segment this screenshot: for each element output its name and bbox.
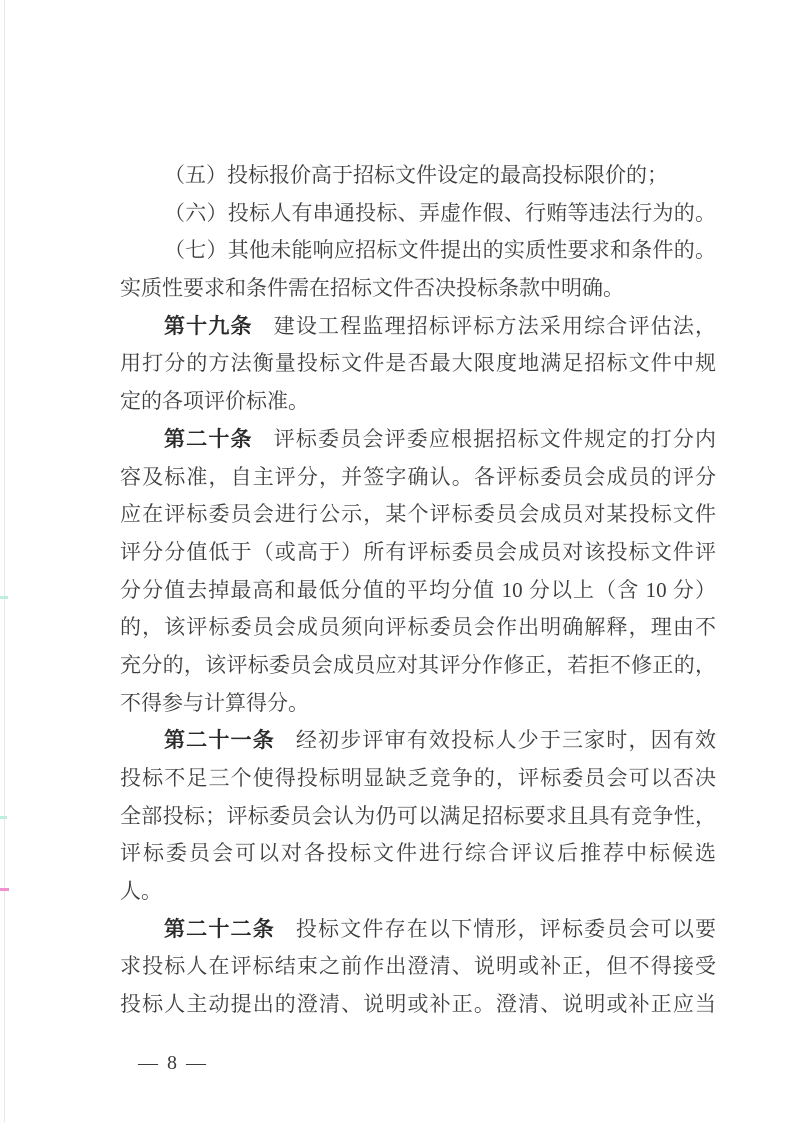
page-number: — 8 — xyxy=(138,1052,208,1074)
article-number: 第二十条 xyxy=(164,426,253,451)
scan-artifact-teal xyxy=(0,596,8,599)
text-line: （六）投标人有串通投标、弄虚作假、行贿等违法行为的。 xyxy=(164,200,716,225)
scan-edge-line xyxy=(4,0,5,1122)
text-line: 求投标人在评标结束之前作出澄清、说明或补正，但不得接受 xyxy=(120,954,716,979)
text-line: 投标人主动提出的澄清、说明或补正。澄清、说明或补正应当 xyxy=(120,992,716,1017)
text-line: 分分值去掉最高和最低分值的平均分值 10 分以上（含 10 分） xyxy=(120,577,716,602)
text-line: 评分分值低于（或高于）所有评标委员会成员对该投标文件评 xyxy=(120,539,716,564)
text-line: 人。 xyxy=(120,879,162,904)
text-line: 投标不足三个使得投标明显缺乏竞争的，评标委员会可以否决 xyxy=(120,766,716,790)
text-line: 评标委员会可以对各投标文件进行综合评议后推荐中标候选 xyxy=(120,841,716,866)
text-line: 容及标准，自主评分，并签字确认。各评标委员会成员的评分 xyxy=(120,464,716,489)
document-body xyxy=(120,157,716,1024)
article-heading-line: 第十九条 建设工程监理招标评标方法采用综合评估法， xyxy=(164,313,716,338)
text-line: 用打分的方法衡量投标文件是否最大限度地满足招标文件中规 xyxy=(120,351,716,376)
scan-artifact-pink xyxy=(0,888,9,891)
text-line: （五）投标报价高于招标文件设定的最高投标限价的； xyxy=(164,163,668,187)
article-heading-line: 第二十条 评标委员会评委应根据招标文件规定的打分内 xyxy=(164,426,716,451)
text-line: 的，该评标委员会成员须向评标委员会作出明确解释，理由不 xyxy=(120,615,716,640)
article-number: 第二十一条 xyxy=(164,728,275,753)
article-heading-line: 第二十二条 投标文件存在以下情形，评标委员会可以要 xyxy=(164,916,716,941)
article-number: 第二十二条 xyxy=(164,916,275,941)
article-number: 第十九条 xyxy=(164,313,253,338)
text-line: 充分的，该评标委员会成员应对其评分作修正，若拒不修正的， xyxy=(120,652,716,677)
article-heading-line: 第二十一条 经初步评审有效投标人少于三家时，因有效 xyxy=(164,728,716,753)
text-line: 全部投标；评标委员会认为仍可以满足招标要求且具有竞争性， xyxy=(120,803,716,828)
text-line: 实质性要求和条件需在招标文件否决投标条款中明确。 xyxy=(120,276,624,301)
text-line: 不得参与计算得分。 xyxy=(120,690,309,715)
text-line: （七）其他未能响应招标文件提出的实质性要求和条件的。 xyxy=(164,238,716,263)
text-line: 应在评标委员会进行公示，某个评标委员会成员对某投标文件 xyxy=(120,502,716,527)
text-line: 定的各项评价标准。 xyxy=(120,389,309,414)
scan-artifact-teal xyxy=(0,816,7,819)
